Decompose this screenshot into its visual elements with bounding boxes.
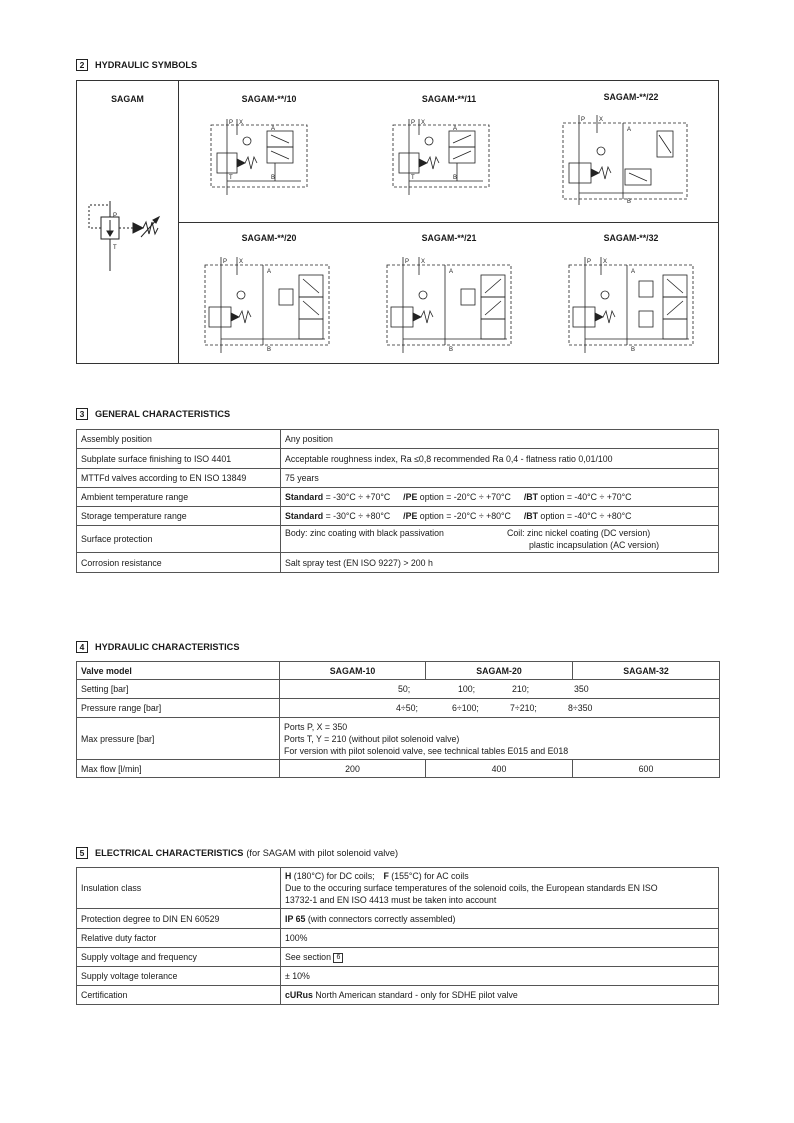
row-label: Assembly position xyxy=(77,430,281,449)
table-row xyxy=(77,967,719,986)
setting-value: 210; xyxy=(512,684,530,694)
pe-value: option = -20°C ÷ +80°C xyxy=(417,511,511,521)
port-label: X xyxy=(421,120,426,126)
section-number: 2 xyxy=(76,59,88,71)
row-label: Insulation class xyxy=(77,868,281,909)
row-value: 75 years xyxy=(281,469,719,488)
table-row xyxy=(77,553,719,573)
row-label: Pressure range [bar] xyxy=(77,699,280,718)
bt-label: /BT xyxy=(523,511,538,521)
row-label: Protection degree to DIN EN 60529 xyxy=(77,909,281,929)
row-value: 100% xyxy=(281,929,719,948)
section-title: HYDRAULIC CHARACTERISTICS xyxy=(95,642,240,652)
port-label: B xyxy=(627,199,632,205)
port-label: P xyxy=(587,259,592,265)
port-label: T xyxy=(113,245,117,251)
setting-value: 50; xyxy=(398,684,411,694)
port-label: P xyxy=(411,120,416,126)
range-value: 7÷210; xyxy=(510,703,537,713)
pe-label: /PE xyxy=(403,511,418,521)
row-label: Storage temperature range xyxy=(77,507,281,526)
class-f-text: (155°C) for AC coils xyxy=(388,871,469,881)
row-label: Subplate surface finishing to ISO 4401 xyxy=(77,449,281,469)
insulation-note: 13732-1 and EN ISO 4413 must be taken into account xyxy=(285,895,497,905)
general-characteristics-table xyxy=(76,429,719,573)
table-row xyxy=(77,760,720,778)
row-label: Relative duty factor xyxy=(77,929,281,948)
port-label: T xyxy=(411,175,415,181)
section-5-heading xyxy=(76,847,398,859)
row-value xyxy=(280,718,720,760)
range-value: 6÷100; xyxy=(452,703,479,713)
sagam-32-diagram xyxy=(565,255,697,355)
table-row xyxy=(77,909,719,929)
port-label: A xyxy=(449,269,454,275)
row-label: Ambient temperature range xyxy=(77,488,281,507)
standard-label: Standard xyxy=(285,492,324,502)
row-value xyxy=(281,507,719,526)
hydraulic-characteristics-table xyxy=(76,661,720,778)
row-value: ± 10% xyxy=(281,967,719,986)
row-label: Surface protection xyxy=(77,526,281,553)
bt-label: /BT xyxy=(523,492,538,502)
coil-text: plastic incapsulation (AC version) xyxy=(529,540,660,550)
row-label: Corrosion resistance xyxy=(77,553,281,573)
symbol-label-21: SAGAM-**/21 xyxy=(421,233,477,243)
cert-note: North American standard - only for SDHE pilot valve xyxy=(312,990,518,1000)
class-h-text: (180°C) for DC coils; xyxy=(291,871,375,881)
table-row xyxy=(77,469,719,488)
row-value xyxy=(281,488,719,507)
flow-value: 600 xyxy=(573,760,720,778)
section-number: 4 xyxy=(76,641,88,653)
table-row xyxy=(77,488,719,507)
standard-value: = -30°C ÷ +70°C xyxy=(323,492,391,502)
ip-note: (with connectors correctly assembled) xyxy=(305,913,456,924)
port-label: B xyxy=(631,347,636,353)
table-row xyxy=(77,449,719,469)
setting-value: 350 xyxy=(574,684,589,694)
standard-label: Standard xyxy=(285,511,324,521)
port-label: A xyxy=(267,269,272,275)
symbol-label-sagam: SAGAM xyxy=(111,94,144,104)
row-label: Setting [bar] xyxy=(77,680,280,699)
port-label: P xyxy=(223,259,228,265)
sagam-20-diagram xyxy=(201,255,333,355)
row-label: Supply voltage and frequency xyxy=(77,948,281,967)
cert-mark: cURus xyxy=(285,990,313,1000)
header-cell: Valve model xyxy=(77,662,280,680)
divider xyxy=(178,222,718,223)
table-row xyxy=(77,929,719,948)
port-label: X xyxy=(603,259,608,265)
table-row xyxy=(77,430,719,449)
port-label: P xyxy=(113,213,118,219)
sagam-21-diagram xyxy=(383,255,515,355)
table-row xyxy=(77,680,720,699)
port-label: X xyxy=(239,259,244,265)
section-note: (for SAGAM with pilot solenoid valve) xyxy=(246,848,399,858)
symbol-label-32: SAGAM-**/32 xyxy=(603,233,659,243)
row-value xyxy=(281,526,719,553)
header-cell: SAGAM-20 xyxy=(426,662,573,680)
sagam-symbol-diagram xyxy=(83,201,173,271)
row-label: Max flow [l/min] xyxy=(77,760,280,778)
port-label: A xyxy=(627,127,632,133)
table-row xyxy=(77,868,719,909)
sagam-11-diagram xyxy=(387,117,497,197)
class-h: H xyxy=(285,871,292,881)
supply-text: See section xyxy=(285,952,331,962)
section-number: 3 xyxy=(76,408,88,420)
table-row xyxy=(77,507,719,526)
pressure-line: Ports T, Y = 210 (without pilot solenoid valve) xyxy=(284,733,460,744)
table-header-row xyxy=(77,662,720,680)
range-value: 4÷50; xyxy=(396,703,418,713)
symbol-label-11: SAGAM-**/11 xyxy=(421,94,477,104)
port-label: B xyxy=(271,175,276,181)
port-label: B xyxy=(267,347,272,353)
sagam-22-diagram xyxy=(559,111,691,207)
port-label: A xyxy=(631,269,636,275)
range-value: 8÷350 xyxy=(568,703,593,713)
section-2-heading xyxy=(76,59,197,71)
section-3-heading xyxy=(76,408,230,420)
section-4-heading xyxy=(76,641,239,653)
section-title: GENERAL CHARACTERISTICS xyxy=(95,409,231,419)
row-label: Max pressure [bar] xyxy=(77,718,280,760)
header-cell: SAGAM-32 xyxy=(573,662,720,680)
insulation-note: Due to the occuring surface temperatures of the solenoid coils, the European standards EN ISO xyxy=(285,883,658,893)
section-title: HYDRAULIC SYMBOLS xyxy=(95,60,198,70)
port-label: P xyxy=(581,117,586,123)
setting-value: 100; xyxy=(458,684,476,694)
row-value xyxy=(280,680,720,699)
port-label: B xyxy=(453,175,458,181)
row-value xyxy=(281,909,719,929)
port-label: X xyxy=(599,117,604,123)
port-label: X xyxy=(239,120,244,126)
symbol-label-20: SAGAM-**/20 xyxy=(241,233,297,243)
symbol-label-10: SAGAM-**/10 xyxy=(241,94,297,104)
row-label: Supply voltage tolerance xyxy=(77,967,281,986)
row-value: Acceptable roughness index, Ra ≤0,8 recommended Ra 0,4 - flatness ratio 0,01/100 xyxy=(281,449,719,469)
bt-value: option = -40°C ÷ +70°C xyxy=(537,492,632,502)
port-label: B xyxy=(449,347,454,353)
row-value xyxy=(281,868,719,909)
sagam-10-diagram xyxy=(205,117,315,197)
port-label: A xyxy=(453,126,458,132)
row-value: Any position xyxy=(281,430,719,449)
pressure-line: Ports P, X = 350 xyxy=(284,721,348,732)
row-label: Certification xyxy=(77,986,281,1005)
row-value xyxy=(281,948,719,967)
hydraulic-symbols-panel xyxy=(76,80,719,364)
port-label: P xyxy=(405,259,410,265)
pressure-line: For version with pilot solenoid valve, see technical tables E015 and E018 xyxy=(284,745,569,756)
section-ref[interactable]: 6 xyxy=(333,953,343,963)
table-row xyxy=(77,986,719,1005)
table-row xyxy=(77,948,719,967)
row-value xyxy=(281,986,719,1005)
port-label: T xyxy=(229,175,233,181)
bt-value: option = -40°C ÷ +80°C xyxy=(537,511,632,521)
port-label: X xyxy=(421,259,426,265)
flow-value: 400 xyxy=(426,760,573,778)
port-label: A xyxy=(271,126,276,132)
table-row xyxy=(77,699,720,718)
pe-value: option = -20°C ÷ +70°C xyxy=(417,492,511,502)
electrical-characteristics-table xyxy=(76,867,719,1005)
section-number: 5 xyxy=(76,847,88,859)
port-label: P xyxy=(229,120,234,126)
row-value xyxy=(280,699,720,718)
pe-label: /PE xyxy=(403,492,418,502)
standard-value: = -30°C ÷ +80°C xyxy=(323,511,391,521)
body-text: Body: zinc coating with black passivation xyxy=(285,528,444,538)
table-row xyxy=(77,718,720,760)
class-f: F xyxy=(383,871,389,881)
flow-value: 200 xyxy=(280,760,426,778)
row-label: MTTFd valves according to EN ISO 13849 xyxy=(77,469,281,488)
header-cell: SAGAM-10 xyxy=(280,662,426,680)
ip-rating: IP 65 xyxy=(285,913,306,924)
row-value: Salt spray test (EN ISO 9227) > 200 h xyxy=(281,553,719,573)
symbol-label-22: SAGAM-**/22 xyxy=(603,92,659,102)
coil-text: Coil: zinc nickel coating (DC version) xyxy=(507,528,651,538)
table-row xyxy=(77,526,719,553)
section-title: ELECTRICAL CHARACTERISTICS xyxy=(95,848,244,858)
